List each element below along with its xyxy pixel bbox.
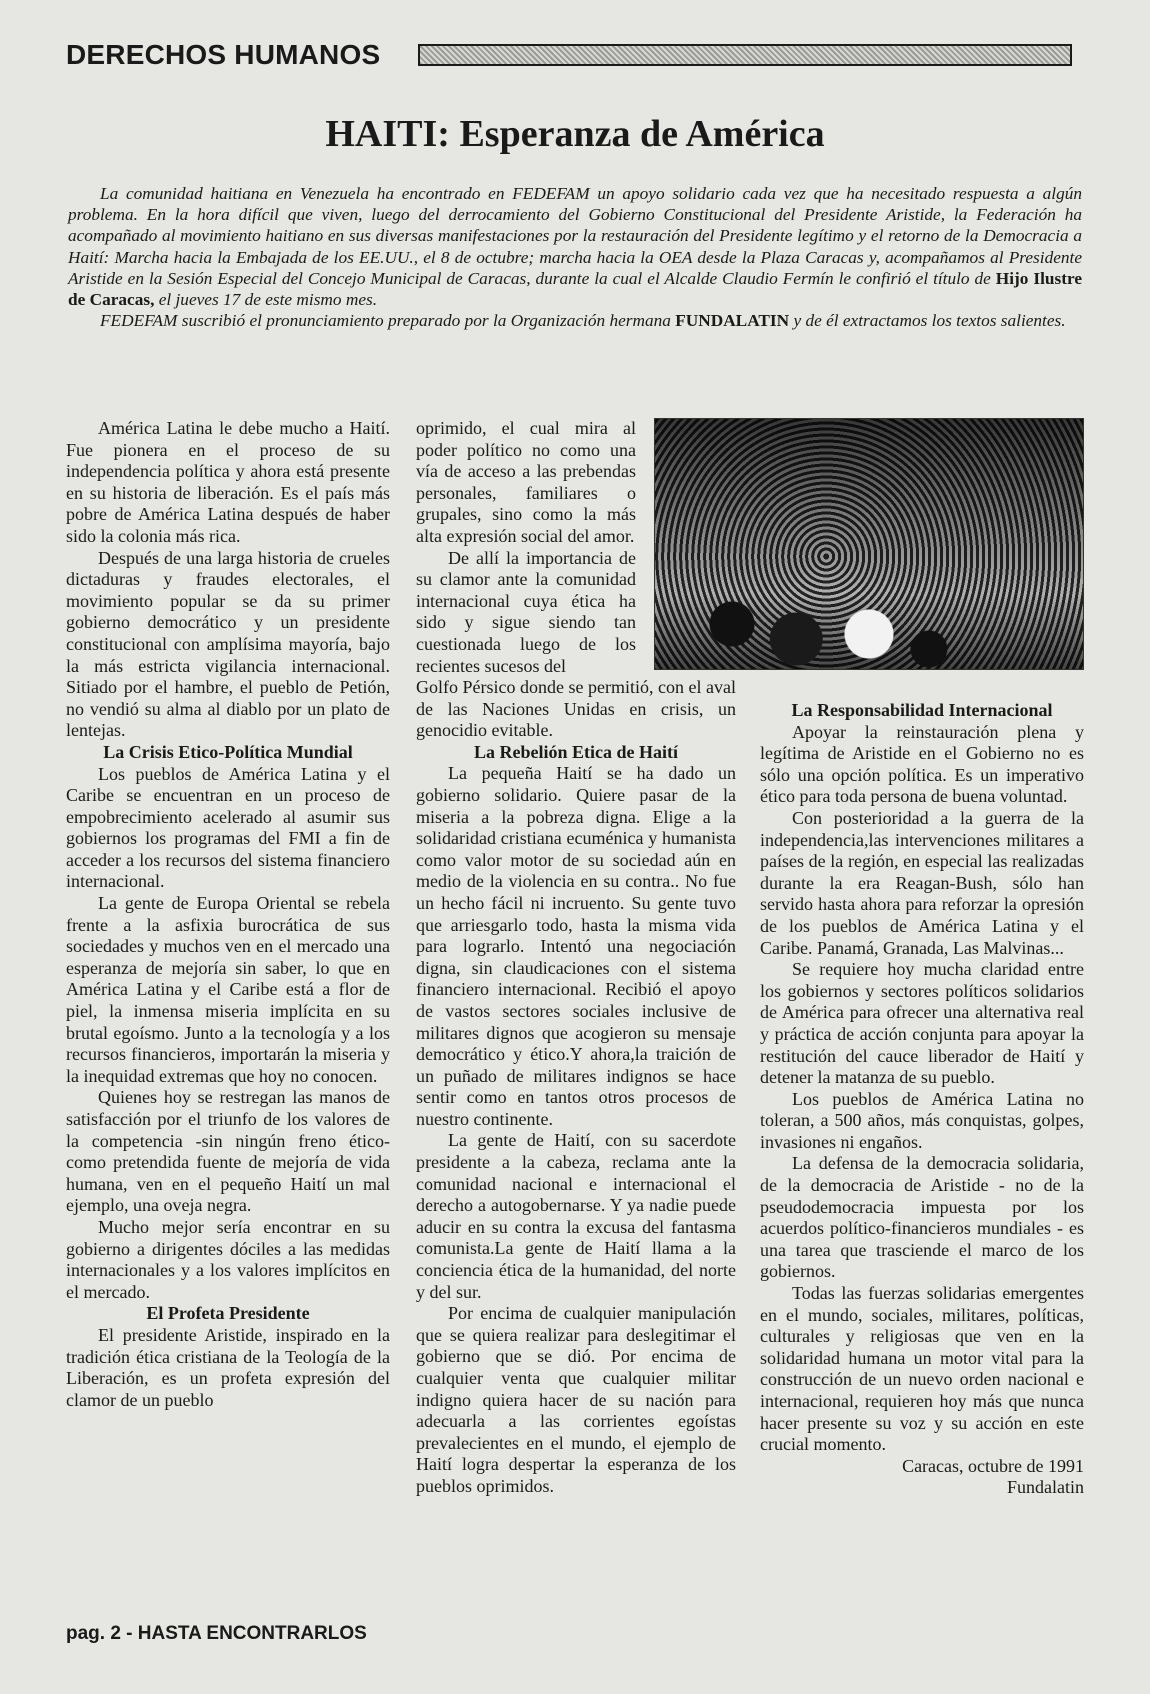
header-decorative-bar [418, 44, 1072, 66]
body-paragraph: Por encima de cualquier manipulación que se quiera realizar para deslegitimar el gobierno que se dió. Por encima de cualquier venta que cualquier militar indigno quiera hacer de su nación para adecuarla a las corrientes egoístas prevalecientes en el mundo, el ejemplo de Haití logra despertar la esperanza de los pueblos oprimidos. [416, 1303, 736, 1496]
body-paragraph: La defensa de la democracia solidaria, de la democracia de Aristide - no de la pseudodemocracia impuesta por los acuerdos político-financieros mundiales - es una tarea que trasciende el marco de los gobiernos. [760, 1153, 1084, 1282]
intro-bold-title: Hijo Ilustre de Caracas, [68, 268, 1082, 310]
signoff-organization: Fundalatin [1007, 1477, 1084, 1498]
subheading: La Rebelión Etica de Haití [474, 741, 678, 762]
body-paragraph: La gente de Haití, con su sacerdote presidente a la cabeza, reclama ante la comunidad nacional e internacional el derecho a autogobernarse. Y ya nadie puede aducir en su contra la excusa del fantasma comunista.La gente de Haití llama a la conciencia ética de la humanidad, del norte y del sur. [416, 1130, 736, 1302]
body-paragraph: La gente de Europa Oriental se rebela frente a la asfixia burocrática de sus sociedades y muchos ven en el mercado una esperanza de mejoría sin saber, lo que en América Latina y el Caribe está a flor de piel, la inmensa miseria implícita en su brutal egoísmo. Junto a la tecnología y a los recursos financieros, importarán la miseria y la inequidad extremas que hoy no conocen. [66, 893, 390, 1086]
body-paragraph: oprimido, el cual mira al poder político no como una vía de acceso a las prebendas personales, familiares o grupales, sino como la más alta expresión social del amor. [416, 418, 636, 546]
body-paragraph: Golfo Pérsico donde se permitió, con el aval de las Naciones Unidas en crisis, un genocidio evitable. [416, 677, 736, 741]
crowd-march-photo [654, 418, 1084, 670]
section-header [66, 38, 1072, 72]
column-2-bottom [416, 677, 736, 1498]
page-footer: pag. 2 - HASTA ENCONTRARLOS [66, 1623, 367, 1644]
intro-paragraph: FEDEFAM suscribió el pronunciamiento preparado por la Organización hermana FUNDALATIN y de él extractamos los textos salientes. [100, 311, 1066, 331]
column-1 [66, 418, 390, 1411]
body-paragraph: Los pueblos de América Latina no toleran, a 500 años, más conquistas, golpes, invasiones ni engaños. [760, 1088, 1084, 1152]
subheading: La Responsabilidad Internacional [791, 700, 1053, 720]
column-2-top [416, 418, 636, 677]
article-intro [68, 183, 1082, 331]
body-paragraph: Se requiere hoy mucha claridad entre los gobiernos y sectores políticos solidarios de América para ofrecer una alternativa real y práctica de acción conjunta para apoyar la restitución del cauce liberador de Haití y detener la matanza de su pueblo. [760, 959, 1084, 1088]
body-paragraph: De allí la importancia de su clamor ante la comunidad internacional cuya ética ha sido y sigue siendo tan cuestionada luego de los recientes sucesos del [416, 547, 636, 676]
body-paragraph: El presidente Aristide, inspirado en la tradición ética cristiana de la Teología de la Liberación, es un profeta expresión del clamor de un pueblo [66, 1324, 390, 1410]
subheading: La Crisis Etico-Política Mundial [103, 741, 353, 762]
intro-paragraph: La comunidad haitiana en Venezuela ha encontrado en FEDEFAM un apoyo solidario cada vez que ha necesitado respuesta a algún problema. En la hora difícil que viven, luego del derrocamiento del Gobierno Constitucional del Presidente Aristide, la Federación ha acompañado al movimiento haitiano en sus diversas manifestaciones por la restauración del Presidente legítimo y el retorno de la Democracia a Haití: Marcha hacia la Embajada de los EE.UU., el 8 de octubre; marcha hacia la OEA desde la Plaza Caracas y, acompañamos al Presidente Aristide en la Sesión Especial del Concejo Municipal de Caracas, durante la cual el Alcalde Claudio Fermín le confirió el título de Hijo Ilustre de Caracas, el jueves 17 de este mismo mes. [68, 184, 1082, 310]
body-paragraph: Mucho mejor sería encontrar en su gobierno a dirigentes dóciles a las medidas internacionales y a los valores implícitos en el mercado. [66, 1216, 390, 1302]
intro-bold-org: FUNDALATIN [675, 311, 790, 331]
body-paragraph: Quienes hoy se restregan las manos de satisfacción por el triunfo de los valores de la competencia -sin ningún freno ético- como pretendida fuente de mejoría de vida humana, ven en el pequeño Haití un mal ejemplo, una oveja negra. [66, 1087, 390, 1216]
article-title: HAITI: Esperanza de América [325, 113, 825, 155]
body-paragraph: Todas las fuerzas solidarias emergentes en el mundo, sociales, militares, políticas, culturales y religiosas que ven en la solidaridad humana un motor vital para la construcción de un nuevo orden nacional e internacional, requieren hoy más que nunca hacer presente su voz y su acción en este crucial momento. [760, 1283, 1084, 1455]
body-paragraph: Con posterioridad a la guerra de la independencia,las intervenciones militares a países de la región, en especial las realizadas durante la era Reagan-Bush, sólo han servido hasta ahora para reforzar la opresión de los pueblos de América Latina y el Caribe. Panamá, Granada, Las Malvinas... [760, 807, 1084, 958]
body-paragraph: Después de una larga historia de crueles dictaduras y fraudes electorales, el movimiento popular se da su primer gobierno democrático y un presidente constitucional con amplísima mayoría, bajo la más estricta vigilancia internacional. Sitiado por el hambre, el pueblo de Petión, no vendió su alma al diablo por un plato de lentejas. [66, 547, 390, 741]
subheading: El Profeta Presidente [146, 1303, 310, 1324]
body-paragraph: Los pueblos de América Latina y el Caribe se encuentran en un proceso de empobrecimiento acelerado al asumir sus gobiernos los programas del FMI a fin de acceder a los recursos del sistema financiero internacional. [66, 763, 390, 892]
signoff-place-date: Caracas, octubre de 1991 [902, 1455, 1084, 1476]
body-paragraph: La pequeña Haití se ha dado un gobierno solidario. Quiere pasar de la miseria a la pobreza digna. Elige a la solidaridad cristiana ecuménica y humanista como valor motor de su sociedad aún en medio de la violencia en su contra.. No fue un hecho fácil ni incruento. Su gente tuvo que arriesgarlo todo, hasta la misma vida para lograrlo. Intentó una negociación digna, sin claudicaciones con el sistema financiero internacional. Recibió el apoyo de vastos sectores sociales inclusive de militares dignos que acogieron su mensaje democrático y ético.Y ahora,la traición de un puñado de militares indignos se hace sentir como en tantos otros procesos de nuestro continente. [416, 763, 736, 1129]
body-paragraph: Apoyar la reinstauración plena y legítima de Aristide en el Gobierno no es sólo una opción política. Es un imperativo ético para toda persona de buena voluntad. [760, 721, 1084, 807]
column-3 [760, 700, 1084, 1499]
body-paragraph: América Latina le debe mucho a Haití. Fue pionera en el proceso de su independencia política y ahora está presente en su historia de liberación. Es el país más pobre de América Latina después de haber sido la colonia más rica. [66, 418, 390, 546]
section-label: DERECHOS HUMANOS [66, 39, 381, 70]
